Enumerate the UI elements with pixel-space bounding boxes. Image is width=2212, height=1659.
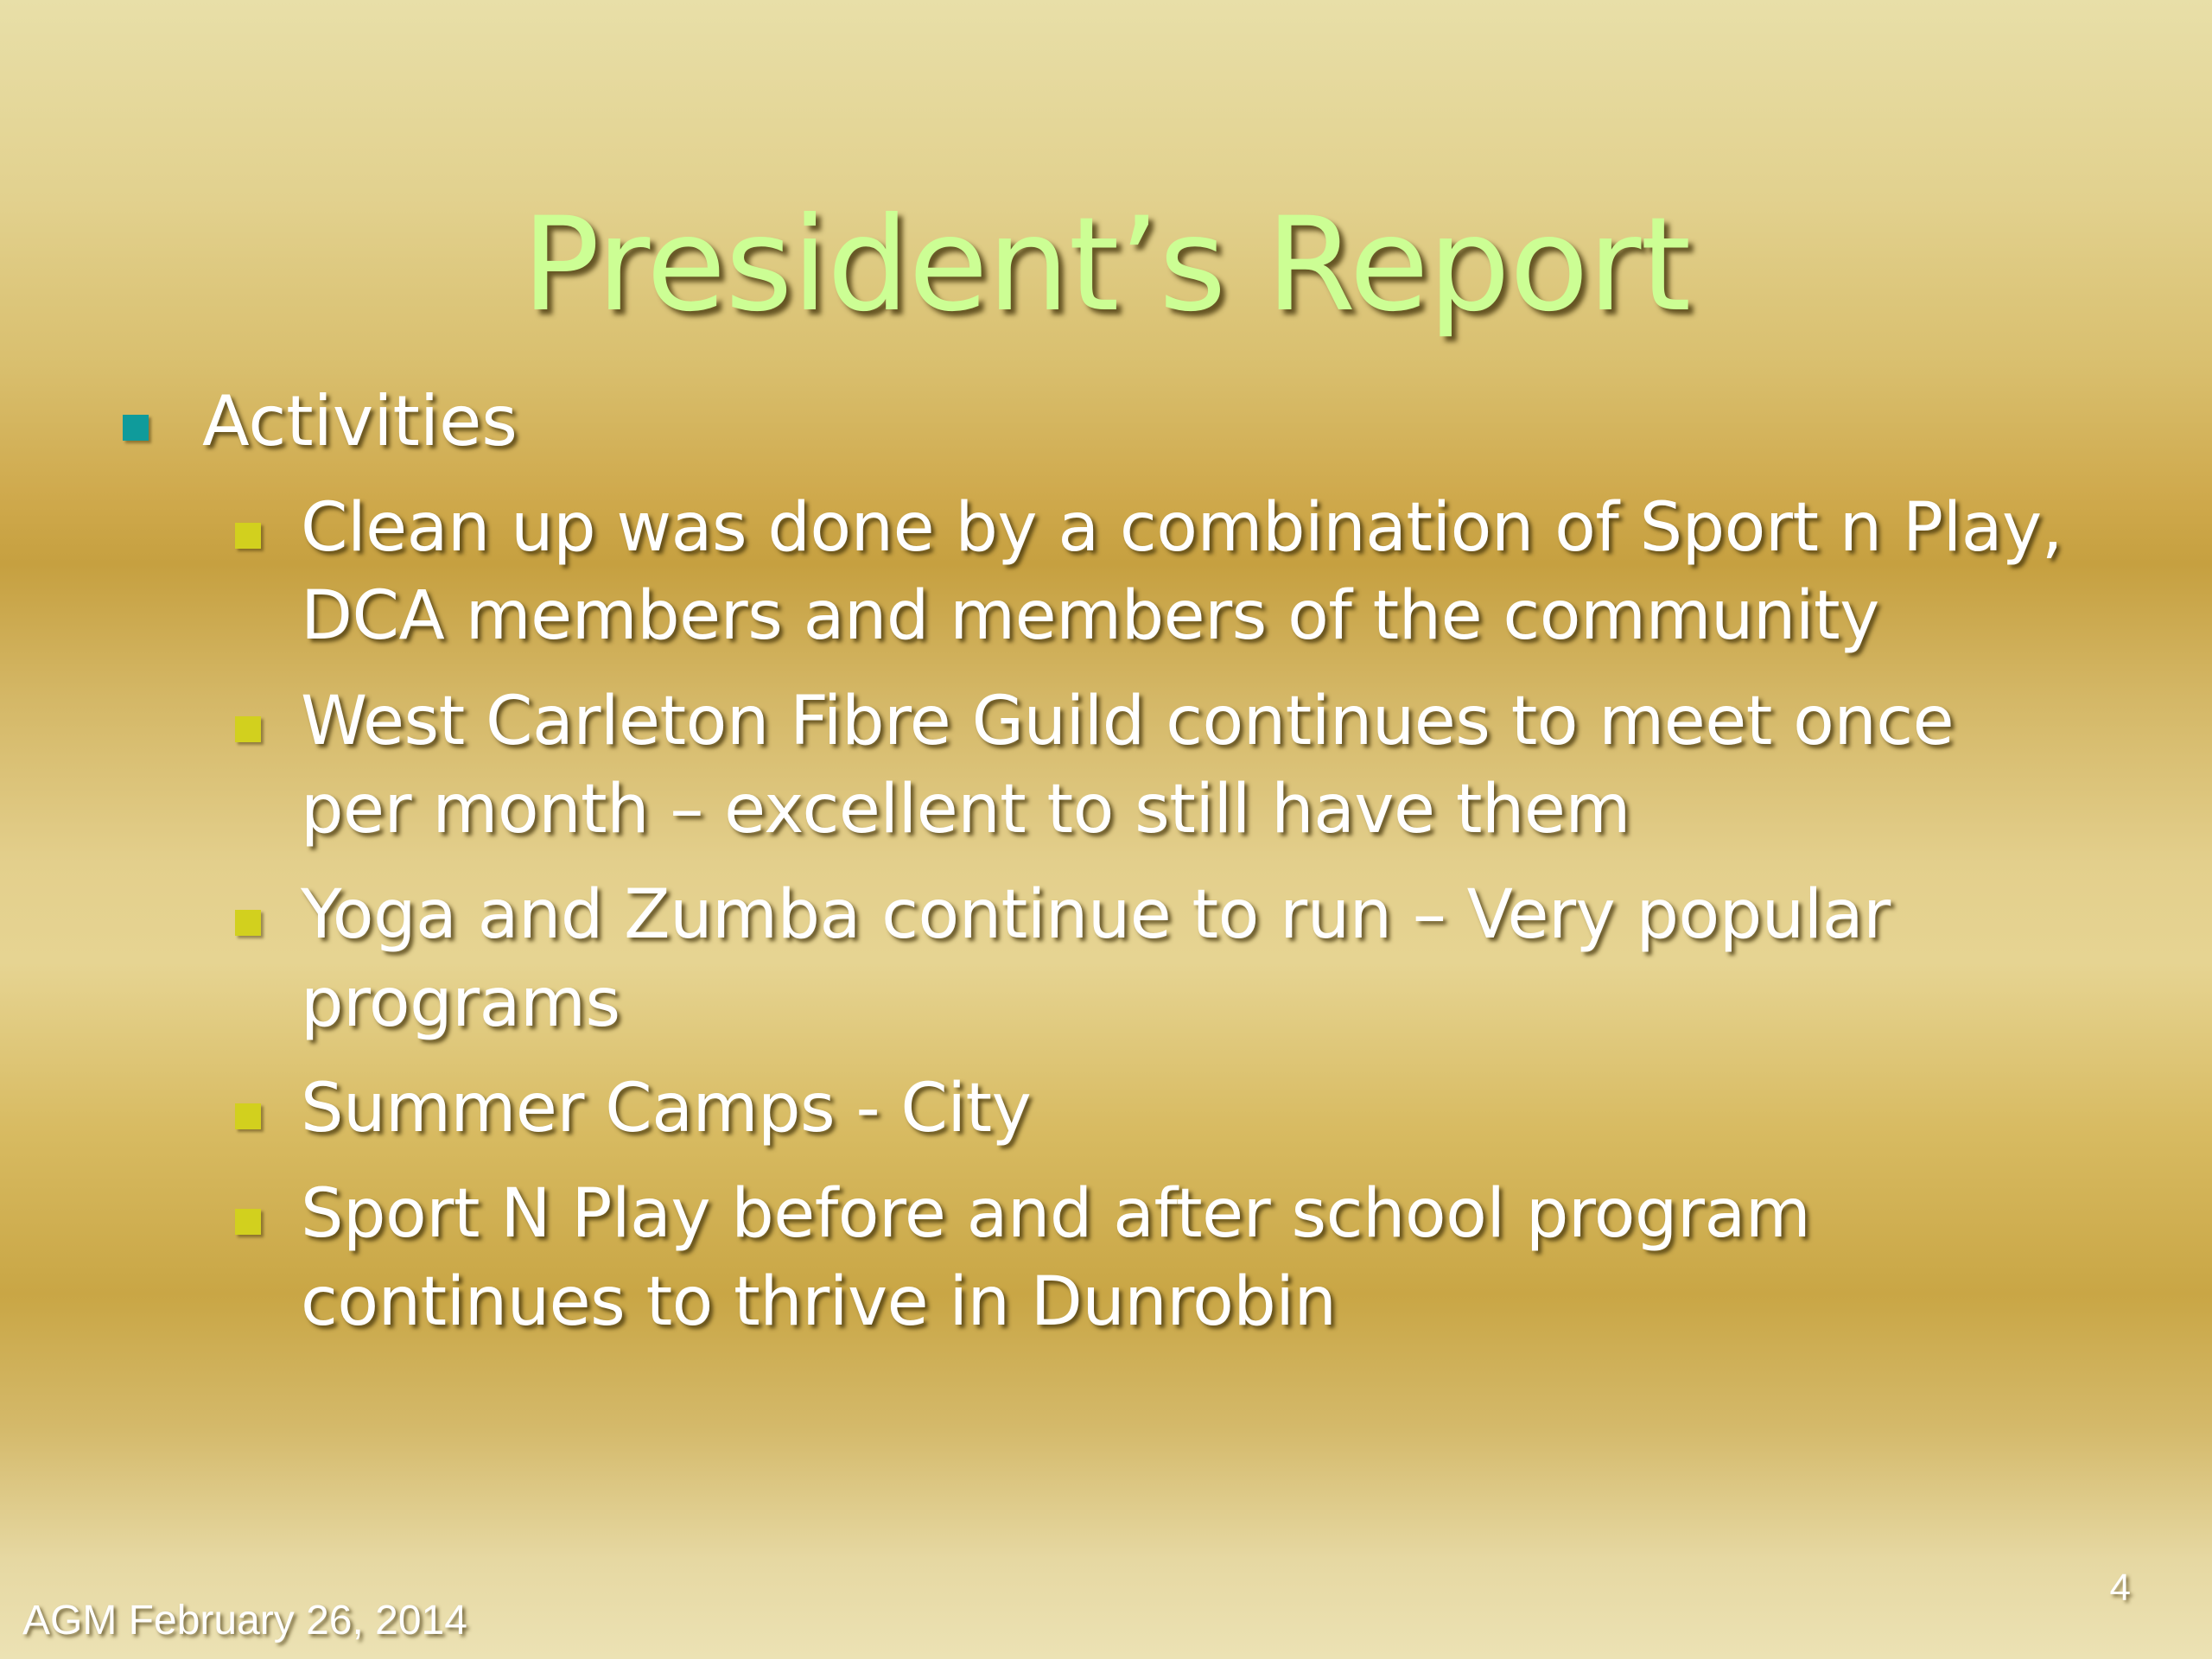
sub-bullet-text: Sport N Play before and after school program continues to thrive in Dunrobin [301, 1175, 1811, 1341]
slide-number: 4 [2109, 1567, 2131, 1609]
square-bullet-icon [235, 1209, 261, 1235]
bullet-activities [123, 378, 518, 465]
slide-title: President’s Report [521, 190, 1691, 340]
sub-bullet-item [235, 677, 2084, 854]
square-bullet-icon [235, 716, 261, 742]
sub-bullet-item [235, 1065, 2084, 1153]
sub-bullet-text: Summer Camps - City [301, 1070, 1032, 1147]
bullet-text: Activities [202, 381, 518, 461]
sub-bullet-item [235, 484, 2084, 660]
sub-bullet-text: Yoga and Zumba continue to run – Very popular programs [301, 876, 1891, 1042]
sub-bullet-text: Clean up was done by a combination of Sport n Play, DCA members and members of the community [301, 489, 2063, 655]
footer-date: AGM February 26, 2014 [22, 1598, 467, 1643]
sub-bullet-list [235, 484, 2084, 1363]
square-bullet-icon [123, 415, 149, 441]
sub-bullet-item [235, 871, 2084, 1047]
sub-bullet-text: West Carleton Fibre Guild continues to meet once per month – excellent to still have them [301, 683, 1955, 849]
square-bullet-icon [235, 910, 261, 936]
square-bullet-icon [235, 523, 261, 549]
square-bullet-icon [235, 1103, 261, 1129]
sub-bullet-item [235, 1170, 2084, 1346]
